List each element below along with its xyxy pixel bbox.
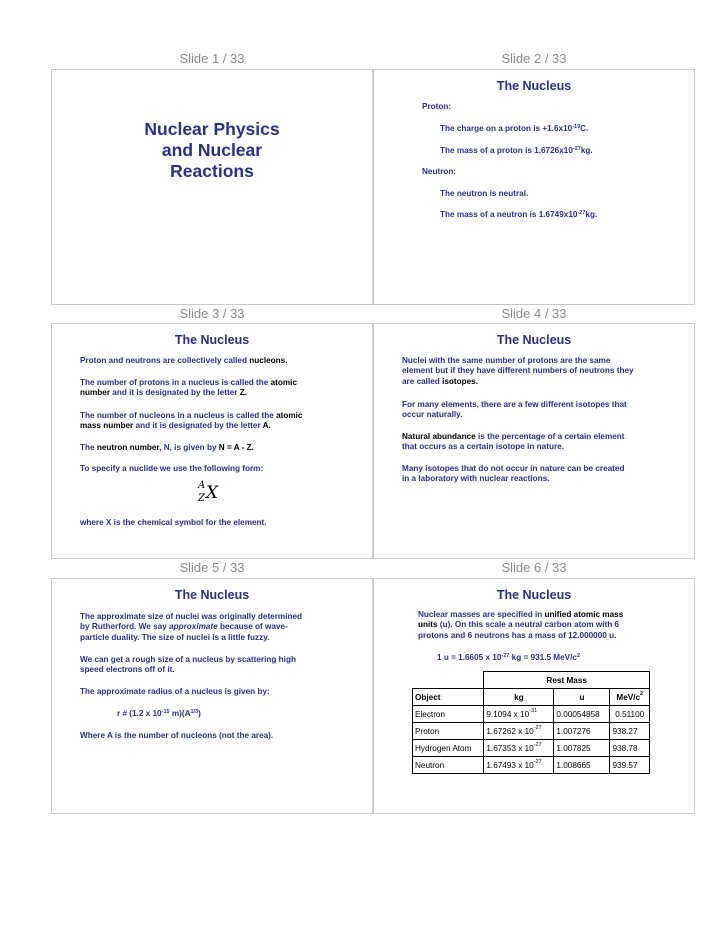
table-group-header-row xyxy=(413,672,650,689)
slide-1-title-line-3: Reactions xyxy=(170,161,254,181)
cell-u: 1.007825 xyxy=(554,740,610,757)
slide-2-title: The Nucleus xyxy=(496,79,572,93)
cell-u: 0.00054858 xyxy=(554,706,610,723)
cell-kg: 9.1094 x $10^{-31}$ xyxy=(484,706,554,723)
slide-3[interactable] xyxy=(51,323,373,559)
slide-4-para-1: Nuclei with the same number of protons are the same element but if they have different numbers of neutrons they are called isotopes. xyxy=(402,356,634,386)
slide-6-label: Slide 6 / 33 xyxy=(501,560,567,575)
proton-heading: Proton: xyxy=(422,102,452,111)
slide-3-para-6: where X is the chemical symbol for the element. xyxy=(80,518,267,527)
slide-5-para-2: We can get a rough size of a nucleus by scattering high speed electrons off of it. xyxy=(80,655,296,675)
slide-3-para-1: Proton and neutrons are collectively called nucleons. xyxy=(80,356,288,365)
rest-mass-header: Rest Mass xyxy=(484,672,650,689)
cell-u: 1.007276 xyxy=(554,723,610,740)
slide-5-para-3: The approximate radius of a nucleus is given by: xyxy=(80,687,270,696)
cell-mev: 939.57 xyxy=(610,757,650,774)
proton-mass: The mass of a proton is $1.6726x10^{-27}kg$. xyxy=(440,146,593,155)
slide-3-para-2: The number of protons in a nucleus is called the atomic number and it is designated by the letter Z. xyxy=(80,378,298,398)
slide-3-para-5: To specify a nuclide we use the following form: xyxy=(80,464,264,473)
slide-3-title: The Nucleus xyxy=(174,333,250,347)
cell-mev: 0.51100 xyxy=(610,706,650,723)
cell-mev: 938.27 xyxy=(610,723,650,740)
col-header-object: Object xyxy=(413,689,484,706)
slide-2[interactable] xyxy=(373,69,695,305)
slide-5[interactable] xyxy=(51,578,373,814)
cell-object: Electron xyxy=(413,706,484,723)
table-row xyxy=(413,723,650,740)
rest-mass-table xyxy=(412,671,650,774)
neutron-heading: Neutron: xyxy=(422,167,457,176)
slide-3-label: Slide 3 / 33 xyxy=(179,306,245,321)
cell-mev: 938.78 xyxy=(610,740,650,757)
slide-5-para-4: Where A is the number of nucleons (not the area). xyxy=(80,731,274,740)
radius-formula: r # (1.2 x $10^{-15}$ $m)(A^{1/3})$ xyxy=(117,709,201,718)
slide-1[interactable] xyxy=(51,69,373,305)
col-header-kg: kg xyxy=(484,689,554,706)
cell-object: Hydrogen Atom xyxy=(413,740,484,757)
slide-2-label: Slide 2 / 33 xyxy=(501,51,567,66)
slide-6-title: The Nucleus xyxy=(496,588,572,602)
table-row xyxy=(413,757,650,774)
cell-kg: 1.67353 x $10^{-27}$ xyxy=(484,740,554,757)
slide-6-para-1: Nuclear masses are specified in unified atomic mass units (u). On this scale a neutral carbon atom with 6 protons and 6 neutrons has a mass of 12.000000 u. xyxy=(418,610,624,640)
unit-conversion: 1 u = 1.6605 x $10^{-27}$ kg = 931.5 MeV/$c^2$ xyxy=(437,653,581,662)
table-row xyxy=(413,706,650,723)
neutron-neutral: The neutron is neutral. xyxy=(440,189,529,198)
proton-charge: The charge on a proton is $+1.6x10^{-19}C$. xyxy=(440,124,589,133)
cell-u: 1.008665 xyxy=(554,757,610,774)
table-row xyxy=(413,740,650,757)
slide-4-para-3: Natural abundance is the percentage of a certain element that occurs as a certain isotope in nature. xyxy=(402,432,625,452)
col-header-u: u xyxy=(554,689,610,706)
cell-object: Proton xyxy=(413,723,484,740)
slide-5-title: The Nucleus xyxy=(174,588,250,602)
slide-5-para-1: The approximate size of nuclei was originally determined by Rutherford. We say approximate because of wave- particle duality. The size of nuclei is a little fuzzy. xyxy=(80,612,303,642)
cell-object: Neutron xyxy=(413,757,484,774)
col-header-mev: MeV/$c^2$ xyxy=(610,689,650,706)
slide-5-label: Slide 5 / 33 xyxy=(179,560,245,575)
slide-4-title: The Nucleus xyxy=(496,333,572,347)
slide-1-title-line-1: Nuclear Physics xyxy=(144,119,280,139)
slide-3-para-4: The neutron number, N, is given by N = A - Z. xyxy=(80,443,254,452)
slide-4-para-2: For many elements, there are a few different isotopes that occur naturally. xyxy=(402,400,627,420)
slide-4-label: Slide 4 / 33 xyxy=(501,306,567,321)
slide-6[interactable] xyxy=(373,578,695,814)
slide-4-para-4: Many isotopes that do not occur in nature can be created in a laboratory with nuclear reactions. xyxy=(402,464,625,484)
table-header-row xyxy=(413,689,650,706)
slide-1-title-line-2: and Nuclear xyxy=(161,140,263,160)
nuclide-notation: A Z X xyxy=(198,480,219,504)
slide-4[interactable] xyxy=(373,323,695,559)
neutron-mass: The mass of a neutron is $1.6749x10^{-27}kg$. xyxy=(440,210,598,219)
slide-3-para-3: The number of nucleons in a nucleus is called the atomic mass number and it is designated by the letter A. xyxy=(80,411,303,431)
cell-kg: 1.67493 x $10^{-27}$ xyxy=(484,757,554,774)
slide-1-label: Slide 1 / 33 xyxy=(179,51,245,66)
cell-kg: 1.67262 x $10^{-27}$ xyxy=(484,723,554,740)
